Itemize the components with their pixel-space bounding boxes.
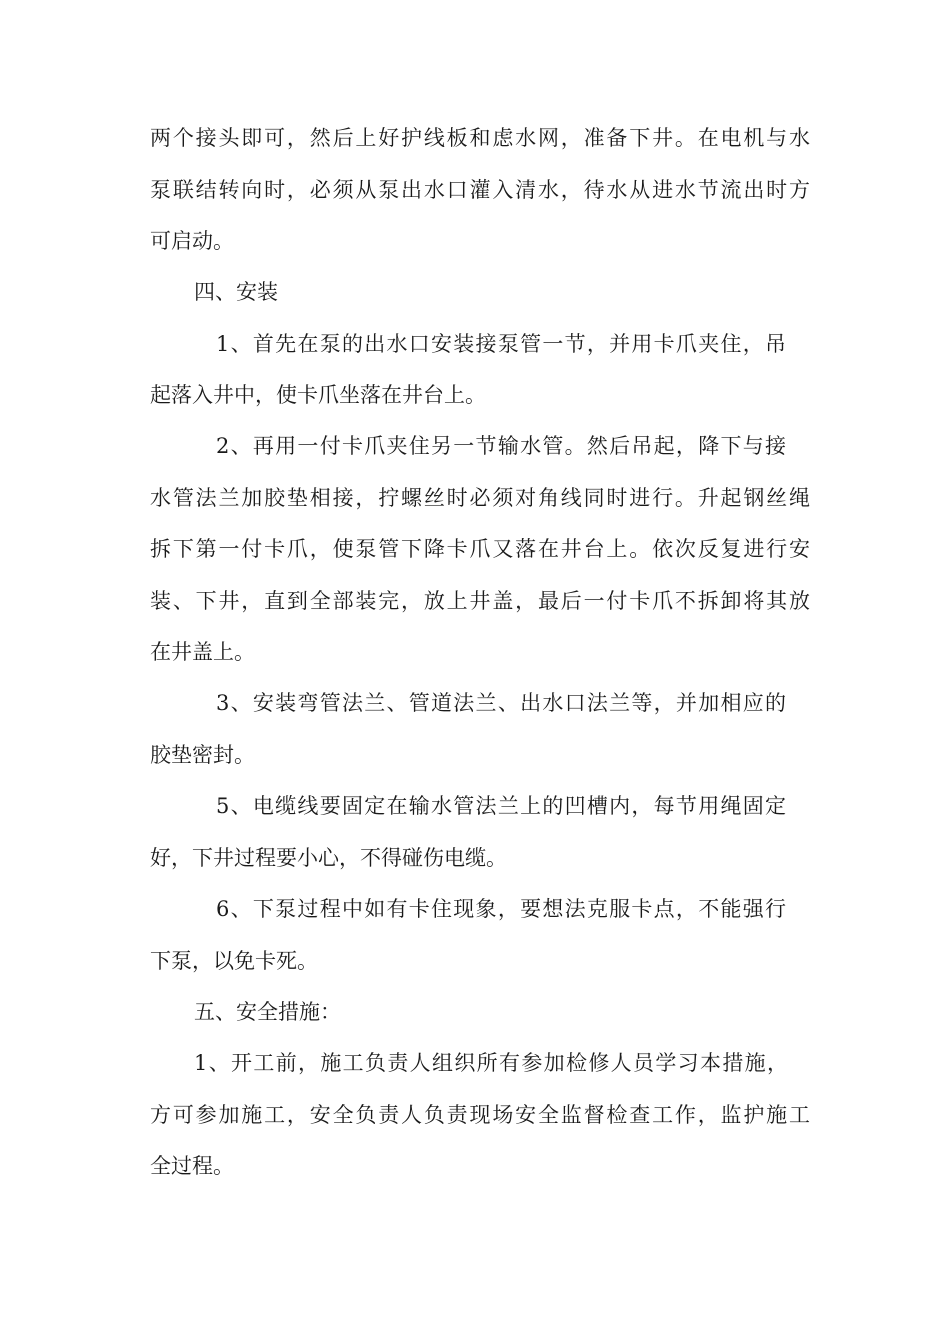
text-line: 全过程。 xyxy=(150,1154,234,1178)
text-line: 在井盖上。 xyxy=(150,640,255,664)
text-line: 泵联结转向时，必须从泵出水口灌入清水，待水从进水节流出时方 xyxy=(150,178,810,202)
text-line: 2、再用一付卡爪夹住另一节输水管。然后吊起，降下与接 xyxy=(216,434,786,458)
text-line: 拆下第一付卡爪，使泵管下降卡爪又落在井台上。依次反复进行安 xyxy=(150,537,810,561)
section-heading: 五、安全措施： xyxy=(194,1000,341,1024)
text-line: 装、下井，直到全部装完，放上井盖，最后一付卡爪不拆卸将其放 xyxy=(150,589,810,613)
text-line: 5、电缆线要固定在输水管法兰上的凹槽内，每节用绳固定 xyxy=(216,794,786,818)
text-line: 下泵，以免卡死。 xyxy=(150,949,318,973)
section-heading: 四、安装 xyxy=(194,280,278,304)
text-line: 两个接头即可，然后上好护线板和虑水网，准备下井。在电机与水 xyxy=(150,126,810,150)
text-line: 起落入井中，使卡爪坐落在井台上。 xyxy=(150,383,486,407)
text-line: 1、开工前，施工负责人组织所有参加检修人员学习本措施， xyxy=(194,1051,788,1075)
text-line: 1、首先在泵的出水口安装接泵管一节，并用卡爪夹住，吊 xyxy=(216,332,786,356)
text-line: 好，下井过程要小心，不得碰伤电缆。 xyxy=(150,846,507,870)
text-line: 方可参加施工，安全负责人负责现场安全监督检查工作，监护施工 xyxy=(150,1103,810,1127)
text-line: 水管法兰加胶垫相接，拧螺丝时必须对角线同时进行。升起钢丝绳 xyxy=(150,486,810,510)
text-line: 胶垫密封。 xyxy=(150,743,255,767)
text-line: 可启动。 xyxy=(150,229,234,253)
text-line: 6、下泵过程中如有卡住现象，要想法克服卡点，不能强行 xyxy=(216,897,786,921)
text-line: 3、安装弯管法兰、管道法兰、出水口法兰等，并加相应的 xyxy=(216,691,786,715)
